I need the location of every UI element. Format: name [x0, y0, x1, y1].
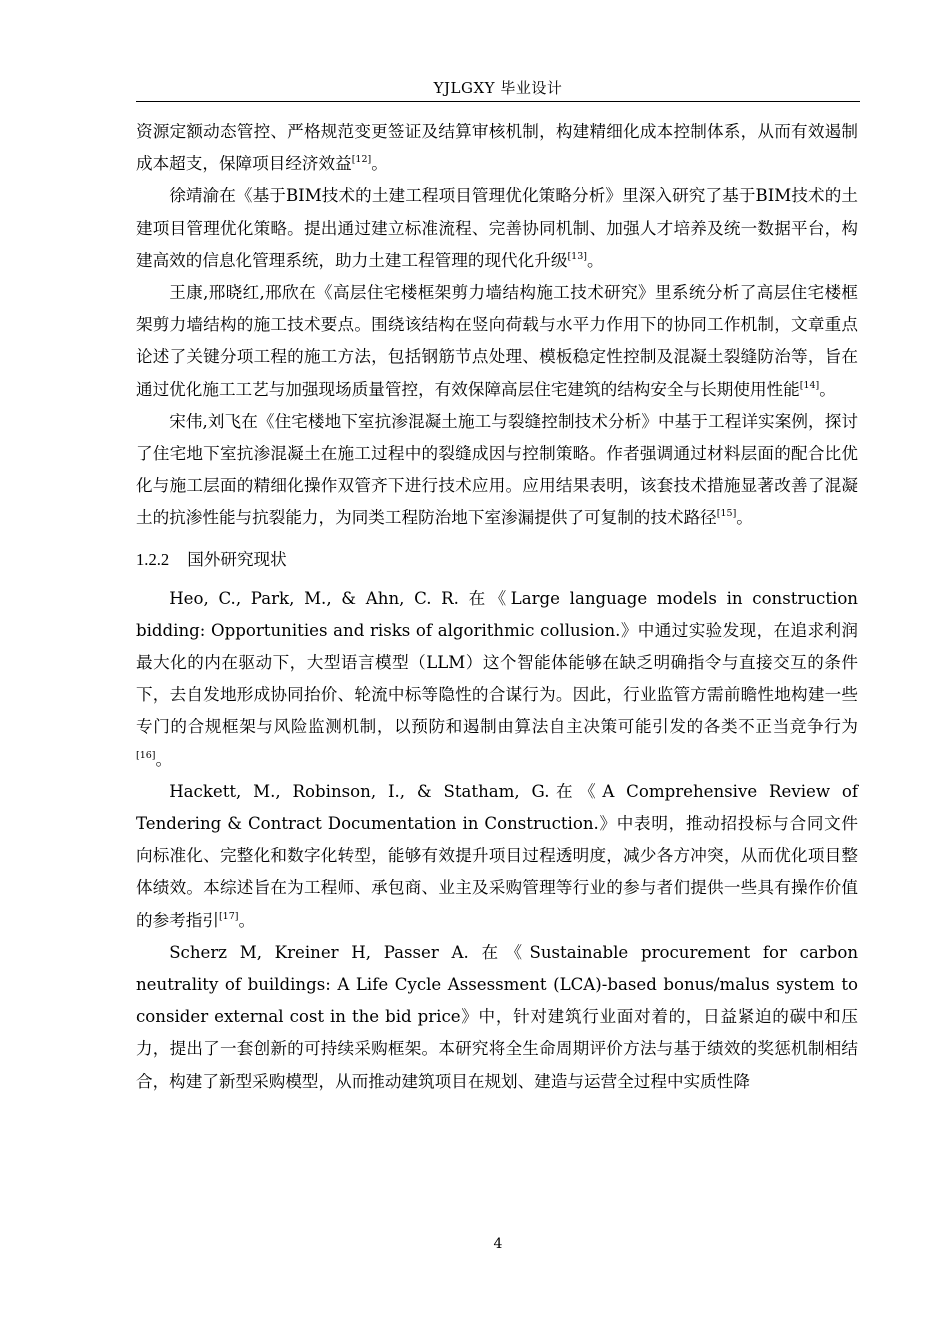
header-divider: [136, 101, 860, 102]
document-body: [136, 116, 858, 1098]
paragraph-tail: 。: [736, 508, 753, 528]
paragraph-tail: 。: [819, 379, 836, 399]
paragraph: [136, 277, 858, 406]
paragraph-text: Scherz M, Kreiner H, Passer A. 在《Sustainable procurement for carbon neutrality of buildings: A Life Cycle Assessment (LCA)-based bonus/malus system to consider external cost in the bid price》中，针对建筑行业面对着的，日益紧迫的碳中和压力，提出了一套创新的可持续采购框架。本研究将全生命周期评价方法与基于绩效的奖惩机制相结合，构建了新型采购模型，从而推动建筑项目在规划、建造与运营全过程中实质性降: [136, 942, 858, 1091]
paragraph-tail: 。: [586, 250, 604, 270]
paragraph: [136, 937, 858, 1098]
citation-ref: [13]: [567, 250, 587, 262]
citation-ref: [14]: [799, 379, 820, 391]
citation-ref: [17]: [218, 910, 239, 922]
paragraph-tail: 。: [238, 910, 256, 930]
paragraph-tail: 。: [371, 154, 388, 174]
paragraph-tail: 。: [155, 749, 173, 769]
page-header: YJLGXY 毕业设计: [433, 79, 563, 97]
subsection-heading: [136, 544, 858, 576]
paragraph-text: 徐靖渝在《基于BIM技术的土建工程项目管理优化策略分析》里深入研究了基于BIM技术的土建项目管理优化策略。提出通过建立标准流程、完善协同机制、加强人才培养及统一数据平台，构建高效的信息化管理系统，助力土建工程管理的现代化升级: [136, 186, 858, 270]
paragraph: [136, 406, 858, 535]
citation-ref: [15]: [716, 508, 737, 520]
section-number: 1.2.2: [136, 549, 170, 569]
page-number: 4: [493, 1236, 503, 1252]
section-title: 国外研究现状: [187, 549, 287, 569]
paragraph-text: 宋伟,刘飞在《住宅楼地下室抗渗混凝土施工与裂缝控制技术分析》中基于工程详实案例，探讨了住宅地下室抗渗混凝土在施工过程中的裂缝成因与控制策略。作者强调通过材料层面的配合比优化与施工层面的精细化操作双管齐下进行技术应用。应用结果表明，该套技术措施显著改善了混凝土的抗渗性能与抗裂能力，为同类工程防治地下室渗漏提供了可复制的技术路径: [136, 411, 858, 528]
paragraph-text: 资源定额动态管控、严格规范变更签证及结算审核机制，构建精细化成本控制体系，从而有效遏制成本超支，保障项目经济效益: [136, 122, 858, 174]
paragraph: [136, 776, 858, 937]
paragraph: [136, 180, 858, 277]
paragraph-text: Hackett, M., Robinson, I., & Statham, G.在《A Comprehensive Review of Tendering & Contract Documentation in Construction.》中表明，推动招投标与合同文件向标准化、完整化和数字化转型，能够有效提升项目过程透明度，减少各方冲突，从而优化项目整体绩效。本综述旨在为工程师、承包商、业主及采购管理等行业的参与者们提供一些具有操作价值的参考指引: [136, 781, 858, 930]
paragraph-text: 王康,邢晓红,邢欣在《高层住宅楼框架剪力墙结构施工技术研究》里系统分析了高层住宅楼框架剪力墙结构的施工技术要点。围绕该结构在竖向荷载与水平力作用下的协同工作机制，文章重点论述了关键分项工程的施工方法，包括钢筋节点处理、模板稳定性控制及混凝土裂缝防治等，旨在通过优化施工工艺与加强现场质量管控，有效保障高层住宅建筑的结构安全与长期使用性能: [136, 283, 858, 399]
paragraph-text: Heo, C., Park, M., & Ahn, C. R. 在《Large language models in construction bidding: Opportunities and risks of algorithmic collusion.》中通过实验发现，在追求利润最大化的内在驱动下，大型语言模型（LLM）这个智能体能够在缺乏明确指令与直接交互的条件下，去自发地形成协同抬价、轮流中标等隐性的合谋行为。因此，行业监管方需前瞻性地构建一些专门的合规框架与风险监测机制，以预防和遏制由算法自主决策可能引发的各类不正当竞争行为: [136, 588, 858, 737]
paragraph-continued: [136, 116, 858, 180]
paragraph: [136, 583, 858, 776]
citation-ref: [12]: [351, 154, 372, 166]
citation-ref: [16]: [136, 749, 156, 761]
